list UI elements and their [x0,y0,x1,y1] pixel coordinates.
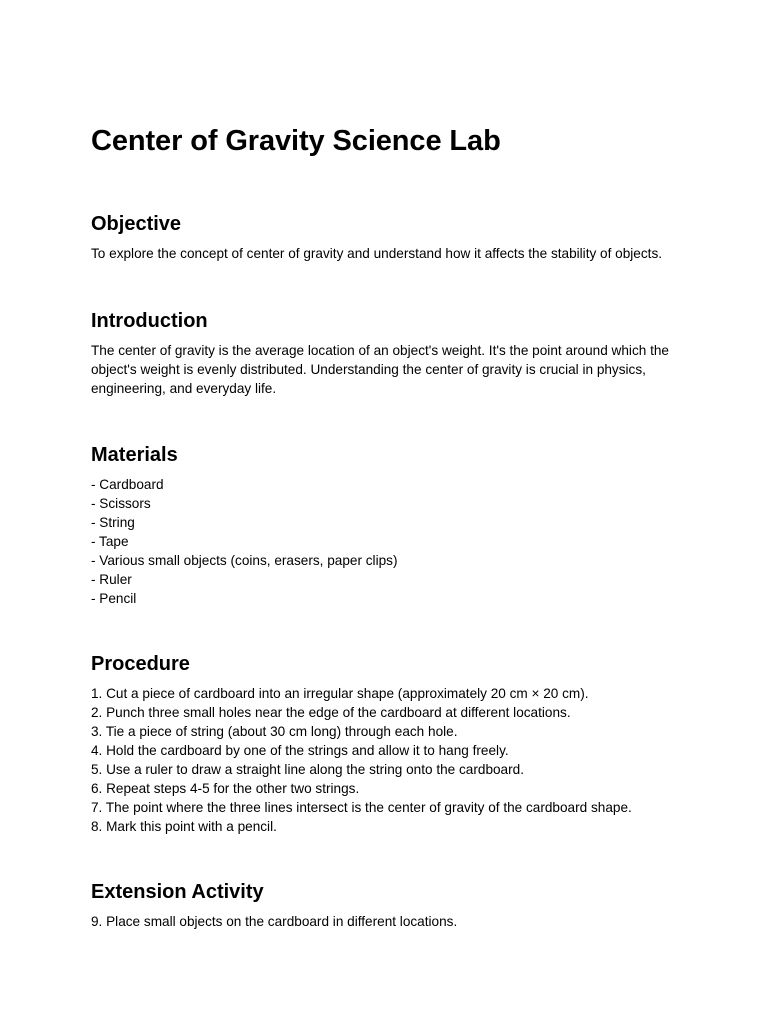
materials-list [91,475,678,608]
introduction-text: The center of gravity is the average location of an object's weight. It's the point around which the object's weight is evenly distributed. Understanding the center of gravity is crucial in physics, engineering, and everyday life. [91,343,669,396]
list-item: - Ruler [91,572,132,587]
procedure-step: 2. Punch three small holes near the edge of the cardboard at different locations. [91,705,571,720]
materials-section [91,442,678,608]
page-title: Center of Gravity Science Lab [91,125,501,157]
procedure-step: 5. Use a ruler to draw a straight line along the string onto the cardboard. [91,762,524,777]
procedure-step: 7. The point where the three lines intersect is the center of gravity of the cardboard shape. [91,800,632,815]
procedure-steps [91,684,678,836]
list-item: - String [91,515,135,530]
extension-steps [91,912,678,931]
materials-heading: Materials [91,444,178,466]
procedure-step: 3. Tie a piece of string (about 30 cm long) through each hole. [91,724,458,739]
list-item: - Scissors [91,496,151,511]
objective-section [91,211,678,263]
procedure-step: 8. Mark this point with a pencil. [91,819,277,834]
introduction-heading: Introduction [91,310,208,332]
procedure-section [91,651,678,836]
procedure-heading: Procedure [91,653,190,675]
extension-section [91,879,678,931]
list-item: - Cardboard [91,477,164,492]
list-item: - Tape [91,534,129,549]
objective-heading: Objective [91,213,182,235]
list-item: - Pencil [91,591,137,606]
procedure-step: 4. Hold the cardboard by one of the strings and allow it to hang freely. [91,743,509,758]
introduction-section [91,308,678,398]
objective-text: To explore the concept of center of gravity and understand how it affects the stability of objects. [91,246,663,261]
procedure-step: 6. Repeat steps 4-5 for the other two strings. [91,781,360,796]
list-item: - Various small objects (coins, erasers, paper clips) [91,553,398,568]
procedure-step: 1. Cut a piece of cardboard into an irregular shape (approximately 20 cm × 20 cm). [91,686,589,701]
extension-heading: Extension Activity [91,881,264,903]
extension-step: 9. Place small objects on the cardboard in different locations. [91,914,458,929]
